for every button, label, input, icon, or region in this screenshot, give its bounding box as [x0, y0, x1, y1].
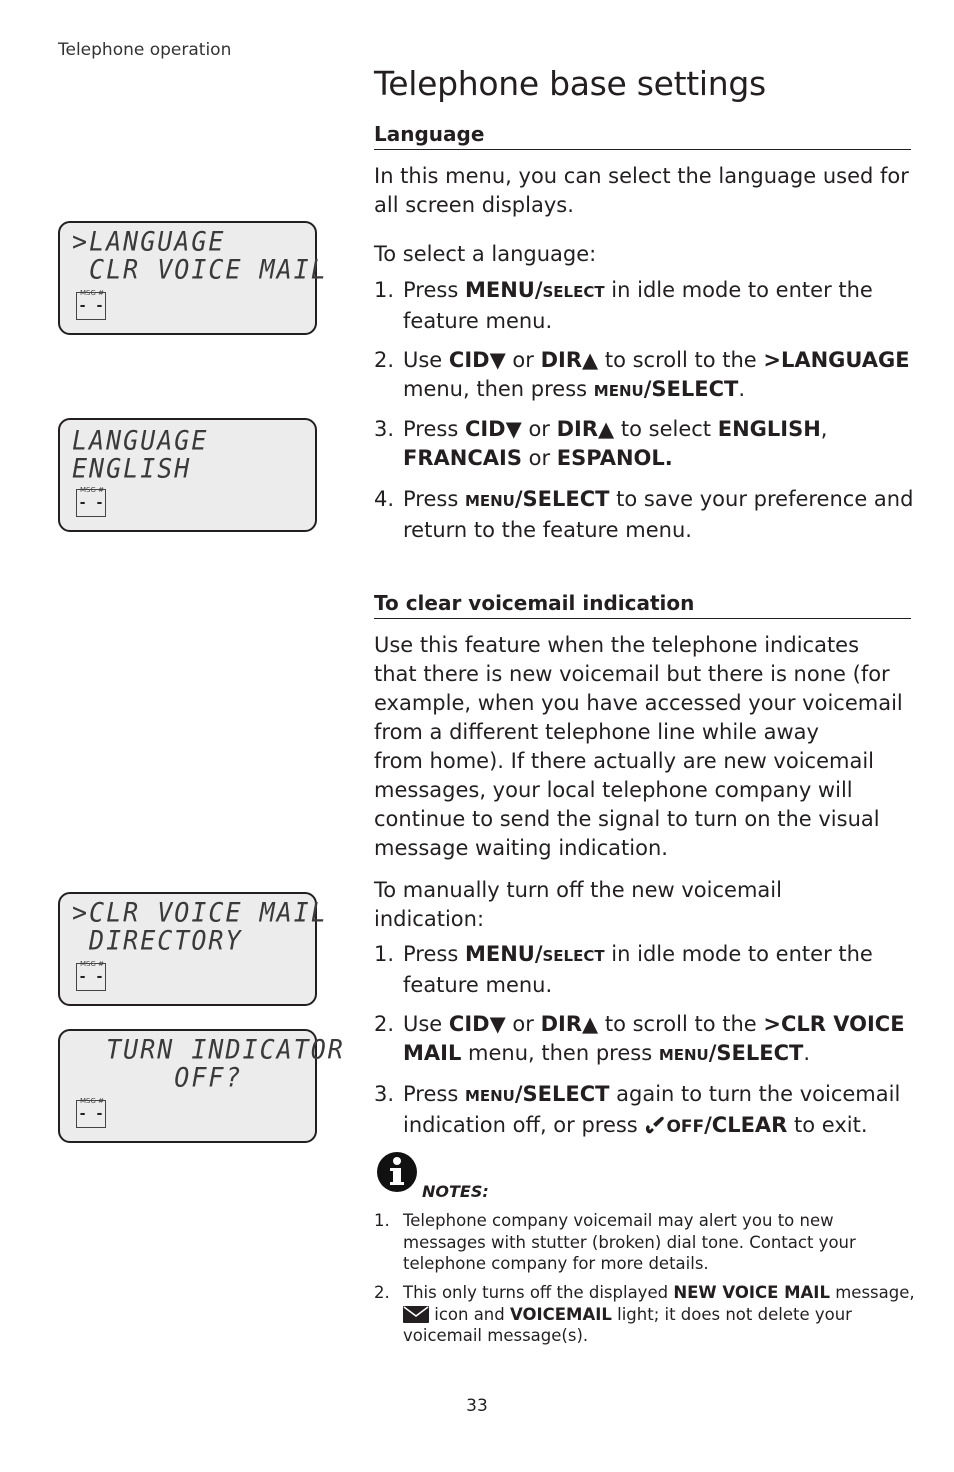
up-arrow-icon: ▲	[582, 348, 599, 372]
voicemail-step-1: 1. Press MENU/SELECT in idle mode to enter the feature menu.	[374, 942, 873, 997]
language-lead: To select a language:	[374, 242, 597, 266]
down-arrow-icon: ▼	[505, 417, 522, 441]
page-title: Telephone base settings	[374, 64, 766, 103]
lcd-screen-clr-voice-mail: >CLR VOICE MAIL DIRECTORY MSG # - -	[58, 892, 317, 1006]
voicemail-step-2: 2. Use CID▼ or DIR▲ to scroll to the >CLR VOICE MAIL menu, then press MENU/SELECT.	[374, 1012, 905, 1065]
step-number: 4.	[374, 487, 395, 511]
note-number: 2.	[374, 1283, 390, 1302]
language-step-3: 3. Press CID▼ or DIR▲ to select ENGLISH, FRANCAIS or ESPANOL.	[374, 417, 828, 470]
up-arrow-icon: ▲	[582, 1012, 599, 1036]
header-section-label: Telephone operation	[58, 40, 232, 60]
msg-counter: - -	[76, 963, 106, 991]
down-arrow-icon: ▼	[489, 348, 506, 372]
page-number: 33	[466, 1396, 488, 1416]
notes-title: NOTES:	[422, 1182, 489, 1201]
step-number: 1.	[374, 942, 395, 966]
note-1: 1. Telephone company voicemail may alert you to new messages with stutter (broken) dial tone. Contact your telephone company for more details.	[374, 1211, 856, 1273]
step-number: 2.	[374, 348, 395, 372]
language-step-2: 2. Use CID▼ or DIR▲ to scroll to the >LANGUAGE menu, then press MENU/SELECT.	[374, 348, 910, 401]
info-icon	[375, 1150, 419, 1194]
voicemail-lead: To manually turn off the new voicemail indication:	[374, 878, 782, 931]
note-2: 2. This only turns off the displayed NEW VOICE MAIL message, icon and VOICEMAIL light; it does not delete your voicemail message(s).	[374, 1283, 915, 1345]
up-arrow-icon: ▲	[598, 417, 615, 441]
down-arrow-icon: ▼	[489, 1012, 506, 1036]
step-number: 2.	[374, 1012, 395, 1036]
language-intro: In this menu, you can select the language used for all screen displays.	[374, 164, 909, 217]
note-number: 1.	[374, 1211, 390, 1230]
language-step-4: 4. Press MENU/SELECT to save your preference and return to the feature menu.	[374, 487, 914, 542]
step-number: 3.	[374, 417, 395, 441]
phone-handset-icon	[644, 1115, 666, 1135]
language-step-1: 1. Press MENU/SELECT in idle mode to enter the feature menu.	[374, 278, 873, 333]
step-number: 1.	[374, 278, 395, 302]
voicemail-heading: To clear voicemail indication	[374, 591, 911, 619]
lcd-screen-language: >LANGUAGE CLR VOICE MAIL MSG # - -	[58, 221, 317, 335]
step-number: 3.	[374, 1082, 395, 1106]
envelope-icon	[403, 1306, 429, 1323]
voicemail-step-3: 3. Press MENU/SELECT again to turn the voicemail indication off, or press OFF/CLEAR to exit.	[374, 1082, 901, 1137]
language-heading: Language	[374, 122, 911, 150]
lcd-screen-english: LANGUAGE ENGLISH MSG # - -	[58, 418, 317, 532]
msg-counter: - -	[76, 292, 106, 320]
msg-counter: - -	[76, 489, 106, 517]
lcd-screen-turn-indicator-off: TURN INDICATOR OFF? MSG # - -	[58, 1029, 317, 1143]
voicemail-intro: Use this feature when the telephone indicates that there is new voicemail but there is none (for example, when you have accessed your voicemail from a different telephone line while away from home). If there actually are new voicemail messages, your local telephone company will continue to send the signal to turn on the visual message waiting indication.	[374, 633, 903, 860]
msg-counter: - -	[76, 1100, 106, 1128]
